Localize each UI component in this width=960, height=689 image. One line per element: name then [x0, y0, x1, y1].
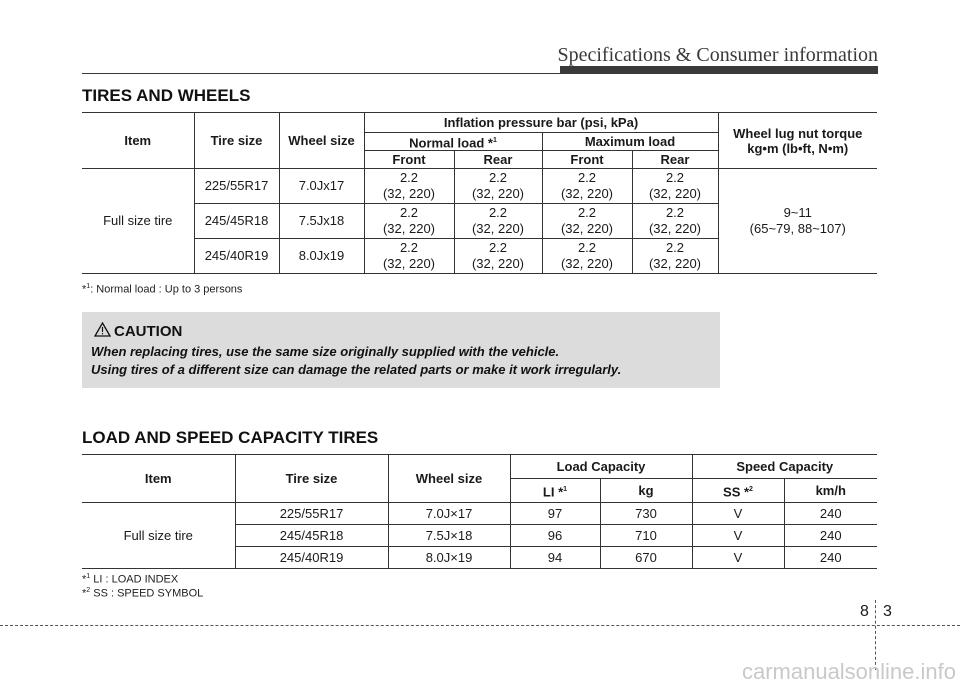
- section-number: 8: [860, 603, 869, 620]
- wheel-size-cell: 7.5Jx18: [279, 204, 364, 239]
- pressure-cell: 2.2 (32, 220): [454, 239, 542, 274]
- col-kg: kg: [600, 479, 692, 503]
- torque-header-line1: Wheel lug nut torque: [733, 125, 863, 141]
- caution-line-1: When replacing tires, use the same size originally supplied with the vehicle.: [91, 344, 560, 359]
- wheel-size-cell: 8.0J×19: [388, 547, 510, 569]
- kmh-cell: 240: [784, 547, 877, 569]
- chapter-title: Specifications & Consumer information: [557, 44, 878, 66]
- load-speed-table: [82, 454, 877, 569]
- col-item: Item: [82, 113, 194, 169]
- pressure-cell: 2.2 (32, 220): [454, 204, 542, 239]
- watermark: carmanualsonline.info: [741, 659, 956, 684]
- pressure-cell: 2.2 (32, 220): [542, 239, 632, 274]
- wheel-size-cell: 8.0Jx19: [279, 239, 364, 274]
- tires-wheels-table: [82, 112, 877, 274]
- item-cell: Full size tire: [82, 503, 235, 569]
- ss-cell: V: [692, 525, 784, 547]
- col-max-rear: Rear: [632, 151, 718, 169]
- footnote-li: *$^1$ LI : LOAD INDEX: [82, 573, 179, 586]
- load-speed-title: LOAD AND SPEED CAPACITY TIRES: [82, 428, 379, 447]
- col-wheel-size: Wheel size: [388, 455, 510, 503]
- normal-load-footnote-mark: 1: [492, 137, 497, 144]
- wheel-size-cell: 7.5J×18: [388, 525, 510, 547]
- tires-wheels-title: TIRES AND WHEELS: [82, 86, 251, 105]
- caution-title: CAUTION: [114, 323, 183, 340]
- footnote-ss: *$^2$ SS : SPEED SYMBOL: [82, 587, 204, 600]
- col-kmh: km/h: [784, 479, 877, 503]
- ss-cell: V: [692, 503, 784, 525]
- pressure-cell: 2.2 (32, 220): [542, 169, 632, 204]
- col-li: LI *$^1$: [510, 479, 600, 503]
- col-normal-front: Front: [364, 151, 454, 169]
- pressure-cell: 2.2 (32, 220): [632, 239, 718, 274]
- pressure-cell: 2.2 (32, 220): [542, 204, 632, 239]
- kg-cell: 670: [600, 547, 692, 569]
- page-number: 3: [883, 603, 892, 620]
- col-inflation: Inflation pressure bar (psi, kPa): [364, 113, 718, 133]
- torque-cell: 9~11 (65~79, 88~107): [718, 169, 877, 274]
- col-ss: SS *$^2$: [692, 479, 784, 503]
- tire-size-cell: 245/40R19: [235, 547, 388, 569]
- item-cell: Full size tire: [82, 169, 194, 274]
- pressure-cell: 2.2 (32, 220): [364, 169, 454, 204]
- tire-size-cell: 245/45R18: [194, 204, 279, 239]
- tire-size-cell: 225/55R17: [235, 503, 388, 525]
- normal-load-label: Normal load *: [409, 135, 493, 151]
- li-cell: 94: [510, 547, 600, 569]
- kmh-cell: 240: [784, 503, 877, 525]
- col-load-capacity: Load Capacity: [510, 455, 692, 479]
- warning-triangle-icon: [94, 322, 111, 337]
- kg-cell: 710: [600, 525, 692, 547]
- pressure-cell: 2.2 (32, 220): [454, 169, 542, 204]
- tire-size-cell: 245/40R19: [194, 239, 279, 274]
- col-tire-size: Tire size: [235, 455, 388, 503]
- col-maximum-load: Maximum load: [542, 133, 718, 151]
- kmh-cell: 240: [784, 525, 877, 547]
- pressure-cell: 2.2 (32, 220): [364, 204, 454, 239]
- header-bar: [560, 66, 878, 73]
- table-row: [82, 503, 877, 525]
- table-row: [82, 169, 877, 204]
- col-speed-capacity: Speed Capacity: [692, 455, 877, 479]
- caution-line-2: Using tires of a different size can damage the related parts or make it work irregularly.: [91, 362, 622, 377]
- tire-size-cell: 245/45R18: [235, 525, 388, 547]
- col-item: Item: [82, 455, 235, 503]
- header-rule: [82, 73, 878, 74]
- pressure-cell: 2.2 (32, 220): [632, 169, 718, 204]
- col-tire-size: Tire size: [194, 113, 279, 169]
- caution-header: [94, 322, 182, 340]
- caution-box: [82, 312, 720, 388]
- kg-cell: 730: [600, 503, 692, 525]
- col-wheel-size: Wheel size: [279, 113, 364, 169]
- li-cell: 96: [510, 525, 600, 547]
- ss-cell: V: [692, 547, 784, 569]
- pressure-cell: 2.2 (32, 220): [364, 239, 454, 274]
- li-cell: 97: [510, 503, 600, 525]
- col-normal-rear: Rear: [454, 151, 542, 169]
- tire-size-cell: 225/55R17: [194, 169, 279, 204]
- col-torque: [718, 113, 877, 169]
- footer-dashed-rule: [0, 625, 960, 626]
- pressure-cell: 2.2 (32, 220): [632, 204, 718, 239]
- wheel-size-cell: 7.0J×17: [388, 503, 510, 525]
- torque-header-line2: kg•m (lb•ft, N•m): [747, 140, 849, 156]
- wheel-size-cell: 7.0Jx17: [279, 169, 364, 204]
- col-max-front: Front: [542, 151, 632, 169]
- col-normal-load: [364, 133, 542, 151]
- footnote-normal-load: *$^1$: Normal load : Up to 3 persons: [82, 283, 243, 296]
